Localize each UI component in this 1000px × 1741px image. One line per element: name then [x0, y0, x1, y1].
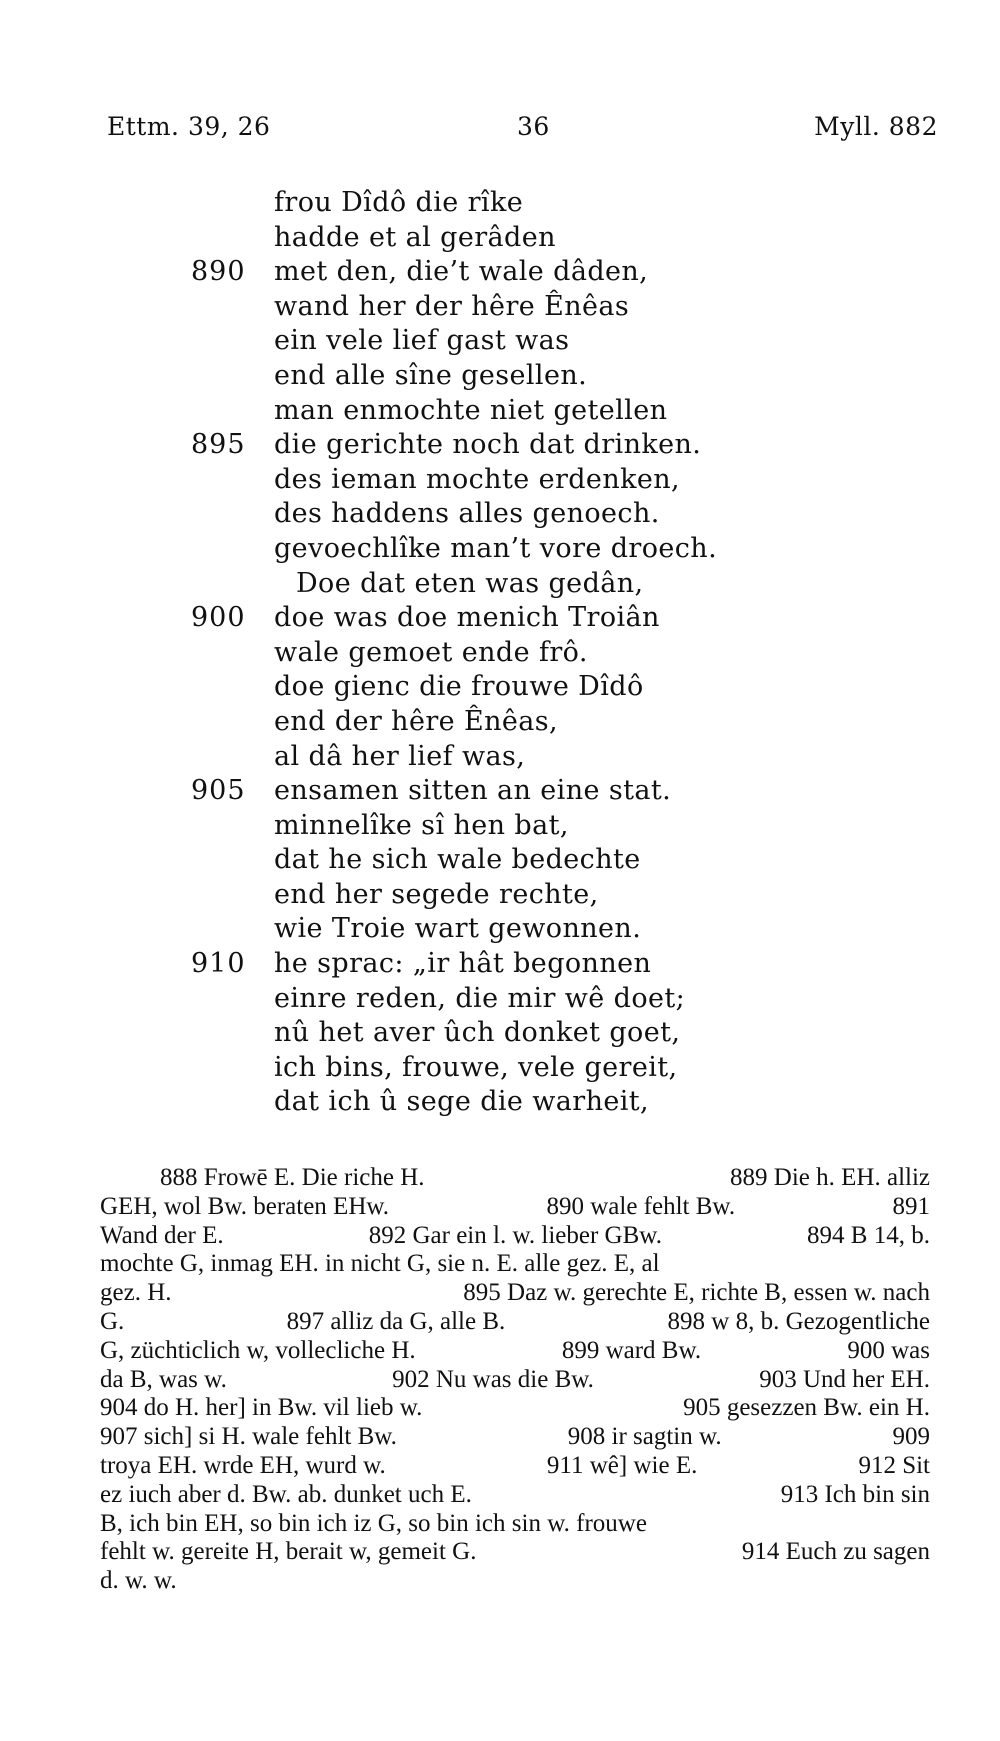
- apparatus-entry: G.: [100, 1307, 125, 1335]
- verse-line: [0, 221, 1000, 256]
- header-left-reference: Ettm. 39, 26: [107, 112, 271, 141]
- apparatus-line: [100, 1510, 930, 1539]
- verse-text-line: die gerichte noch dat drinken.: [274, 429, 702, 461]
- verse-text-line: end alle sîne gesellen.: [274, 359, 588, 391]
- apparatus-entry: 899 ward Bw.: [561, 1336, 702, 1364]
- apparatus-entry: d. w. w.: [100, 1567, 177, 1595]
- verse-text-line: he sprac: „ir hât begonnen: [274, 948, 652, 980]
- verse-line: [0, 843, 1000, 878]
- verse-line: [0, 982, 1000, 1017]
- verse-text-line: wale gemoet ende frô.: [274, 636, 588, 668]
- apparatus-entry: 908 ir sagtin w.: [567, 1423, 722, 1451]
- verse-text-line: des haddens alles genoech.: [274, 498, 660, 530]
- verse-text-line: doe gienc die frouwe Dîdô: [274, 671, 644, 703]
- apparatus-entry: mochte G, inmag EH. in nicht G, sie n. E. alle gez. E, al: [100, 1250, 660, 1278]
- apparatus-entry: troya EH. wrde EH, wurd w.: [100, 1451, 386, 1479]
- verse-line: [0, 809, 1000, 844]
- verse-text-line: minnelîke sî hen bat,: [274, 809, 569, 841]
- line-number: 900: [191, 602, 246, 634]
- verse-line: [0, 774, 1000, 809]
- verse-text-line: ensamen sitten an eine stat.: [274, 775, 672, 807]
- apparatus-entry: 897 alliz da G, alle B.: [286, 1307, 506, 1335]
- verse-text-line: dat he sich wale bedechte: [274, 844, 641, 876]
- verse-line: [0, 497, 1000, 532]
- verse-text-line: des ieman mochte erdenken,: [274, 463, 681, 495]
- apparatus-entry: 909: [892, 1423, 930, 1451]
- apparatus-entry: 902 Nu was die Bw.: [392, 1365, 594, 1393]
- verse-text-line: ein vele lief gast was: [274, 325, 570, 357]
- apparatus-entry: 900 was: [847, 1336, 930, 1364]
- running-head: [107, 112, 938, 146]
- line-number: 895: [191, 429, 246, 461]
- verse-text-line: Doe dat eten was gedân,: [296, 567, 644, 599]
- verse-line: [0, 567, 1000, 602]
- verse-text-line: doe was doe menich Troiân: [274, 602, 660, 634]
- verse-line: [0, 1085, 1000, 1120]
- line-number: 905: [191, 775, 246, 807]
- verse-line: [0, 359, 1000, 394]
- apparatus-entry: 907 sich] si H. wale fehlt Bw.: [100, 1423, 397, 1451]
- apparatus-entry: 904 do H. her] in Bw. vil lieb w.: [100, 1394, 423, 1422]
- apparatus-entry: 888 Frowē E. Die riche H.: [160, 1164, 425, 1191]
- verse-line: [0, 463, 1000, 498]
- verse-text-line: met den, die’t wale dâden,: [274, 256, 649, 288]
- apparatus-entry: fehlt w. gereite H, berait w, gemeit G.: [100, 1538, 477, 1566]
- verse-line: [0, 912, 1000, 947]
- apparatus-entry: ez iuch aber d. Bw. ab. dunket uch E.: [100, 1480, 472, 1508]
- apparatus-entry: 890 wale fehlt Bw.: [546, 1192, 736, 1220]
- apparatus-entry: 898 w 8, b. Gezogentliche: [667, 1307, 930, 1335]
- line-number: 890: [191, 256, 246, 288]
- apparatus-line: [100, 1193, 930, 1222]
- verse-line: [0, 394, 1000, 429]
- apparatus-entry: 905 gesezzen Bw. ein H.: [683, 1394, 930, 1422]
- apparatus-line: [100, 1366, 930, 1395]
- verse-text-line: man enmochte niet getellen: [274, 394, 668, 426]
- verse-text-line: ich bins, frouwe, vele gereit,: [274, 1051, 678, 1083]
- apparatus-entry: 891: [892, 1192, 930, 1220]
- verse-text-line: dat ich û sege die warheit,: [274, 1086, 650, 1118]
- page-number: 36: [517, 112, 550, 141]
- apparatus-entry: 889 Die h. EH. alliz: [730, 1164, 930, 1191]
- apparatus-line: [100, 1538, 930, 1567]
- apparatus-line: [100, 1222, 930, 1251]
- verse-text-line: wie Troie wart gewonnen.: [274, 913, 642, 945]
- verse-text-line: nû het aver ûch donket goet,: [274, 1017, 681, 1049]
- apparatus-entry: 912 Sit: [858, 1451, 930, 1479]
- verse-line: [0, 947, 1000, 982]
- verse-text: [0, 186, 1000, 1120]
- apparatus-line: [100, 1164, 930, 1193]
- header-right-reference: Myll. 882: [814, 112, 938, 141]
- verse-text-line: gevoechlîke man’t vore droech.: [274, 532, 718, 564]
- apparatus-entry: Wand der E.: [100, 1221, 224, 1249]
- apparatus-entry: 914 Euch zu sagen: [741, 1538, 930, 1566]
- verse-line: [0, 705, 1000, 740]
- apparatus-line: [100, 1394, 930, 1423]
- verse-line: [0, 290, 1000, 325]
- apparatus-line: [100, 1481, 930, 1510]
- verse-line: [0, 601, 1000, 636]
- verse-text-line: end her segede rechte,: [274, 878, 599, 910]
- apparatus-entry: 894 B 14, b.: [807, 1221, 930, 1249]
- verse-line: [0, 670, 1000, 705]
- verse-text-line: wand her der hêre Ênêas: [274, 290, 630, 322]
- verse-line: [0, 1051, 1000, 1086]
- critical-apparatus: [100, 1164, 930, 1596]
- apparatus-entry: G, züchticlich w, vollecliche H.: [100, 1336, 416, 1364]
- apparatus-entry: B, ich bin EH, so bin ich iz G, so bin ich sin w. frouwe: [100, 1509, 647, 1537]
- apparatus-entry: GEH, wol Bw. beraten EHw.: [100, 1192, 390, 1220]
- apparatus-line: [100, 1250, 930, 1279]
- apparatus-entry: gez. H.: [100, 1279, 172, 1307]
- verse-line: [0, 636, 1000, 671]
- verse-line: [0, 186, 1000, 221]
- verse-line: [0, 324, 1000, 359]
- apparatus-entry: 911 wê] wie E.: [546, 1451, 698, 1479]
- apparatus-entry: 895 Daz w. gerechte E, richte B, essen w. nach: [463, 1279, 930, 1307]
- apparatus-line: [100, 1452, 930, 1481]
- verse-text-line: einre reden, die mir wê doet;: [274, 982, 686, 1014]
- verse-text-line: hadde et al gerâden: [274, 221, 556, 253]
- verse-line: [0, 878, 1000, 913]
- verse-line: [0, 428, 1000, 463]
- verse-text-line: al dâ her lief was,: [274, 740, 526, 772]
- apparatus-line: [100, 1337, 930, 1366]
- apparatus-line: [100, 1423, 930, 1452]
- verse-line: [0, 532, 1000, 567]
- apparatus-line: [100, 1279, 930, 1308]
- verse-line: [0, 1016, 1000, 1051]
- apparatus-line: [100, 1308, 930, 1337]
- verse-line: [0, 255, 1000, 290]
- apparatus-entry: 913 Ich bin sin: [780, 1480, 930, 1508]
- apparatus-line: [100, 1567, 930, 1596]
- verse-line: [0, 740, 1000, 775]
- line-number: 910: [191, 948, 246, 980]
- apparatus-entry: 892 Gar ein l. w. lieber GBw.: [368, 1221, 662, 1249]
- verse-text-line: frou Dîdô die rîke: [274, 187, 524, 218]
- apparatus-entry: da B, was w.: [100, 1365, 227, 1393]
- verse-text-line: end der hêre Ênêas,: [274, 705, 559, 737]
- apparatus-entry: 903 Und her EH.: [759, 1365, 930, 1393]
